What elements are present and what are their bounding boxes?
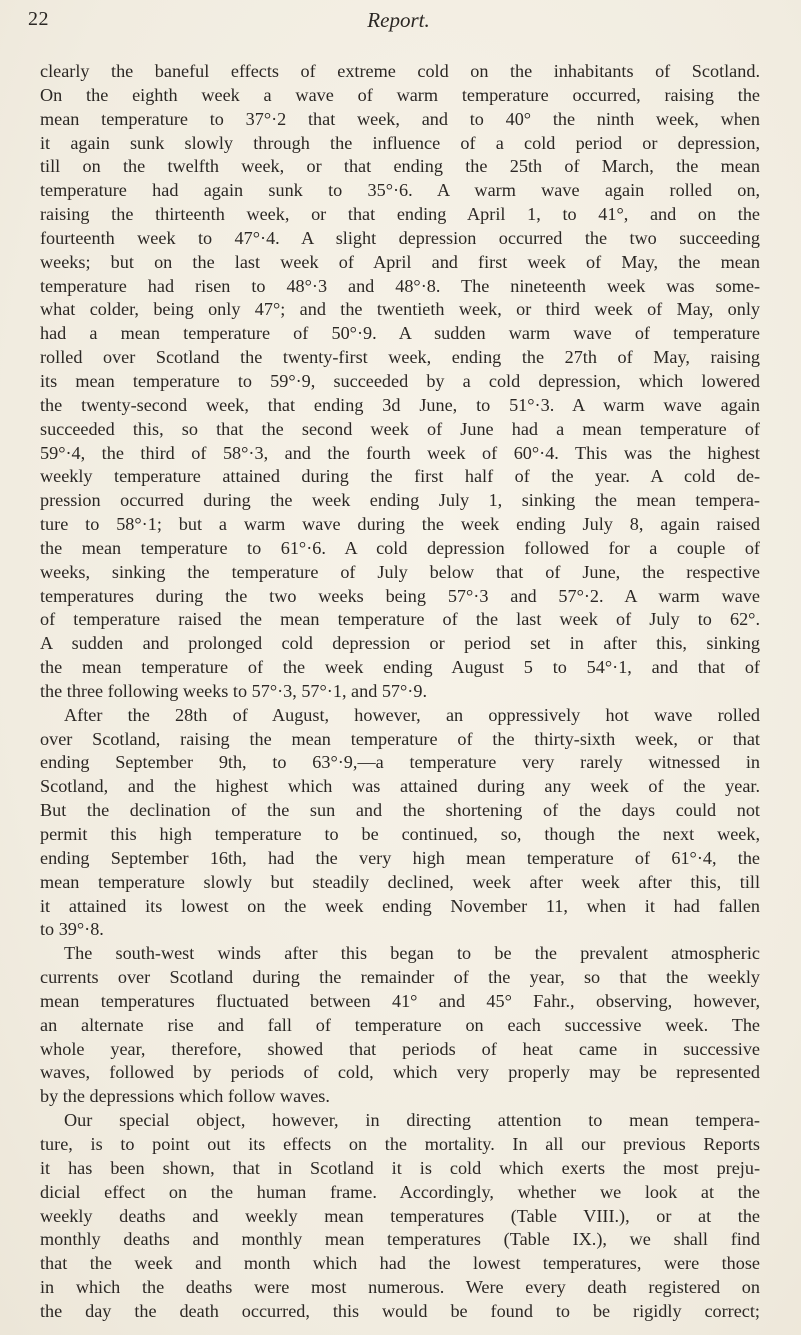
text-line: But the declination of the sun and the shortening of the days could not bbox=[40, 800, 760, 821]
text-line: weekly temperature attained during the first half of the year. A cold de- bbox=[40, 466, 760, 487]
body-text bbox=[40, 60, 760, 1324]
text-line: clearly the baneful effects of extreme cold on the inhabitants of Scotland. bbox=[40, 61, 760, 81]
text-line: whole year, therefore, showed that periods of heat came in successive bbox=[40, 1038, 760, 1059]
text-line: mean temperature to 37°·2 that week, and to 40° the ninth week, when bbox=[40, 108, 760, 129]
text-line: an alternate rise and fall of temperature on each successive week. The bbox=[40, 1014, 760, 1035]
text-line: the day the death occurred, this would be found to be rigidly correct; bbox=[40, 1300, 760, 1321]
text-line: weeks, sinking the temperature of July below that of June, the respective bbox=[40, 561, 760, 582]
text-line: temperature had risen to 48°·3 and 48°·8. The nineteenth week was some- bbox=[40, 275, 760, 296]
text-line: by the depressions which follow waves. bbox=[40, 1086, 330, 1107]
text-line: After the 28th of August, however, an oppressively hot wave rolled bbox=[64, 704, 760, 725]
text-line: waves, followed by periods of cold, which very properly may be represented bbox=[40, 1062, 760, 1083]
text-line: ending September 16th, had the very high mean temperature of 61°·4, the bbox=[40, 847, 760, 868]
text-line: its mean temperature to 59°·9, succeeded by a cold depression, which lowered bbox=[40, 370, 760, 391]
text-line: had a mean temperature of 50°·9. A sudden warm wave of temperature bbox=[40, 323, 760, 344]
text-line: it again sunk slowly through the influence of a cold period or depression, bbox=[40, 132, 760, 153]
text-line: mean temperatures fluctuated between 41° and 45° Fahr., observing, however, bbox=[40, 990, 760, 1011]
text-line: the three following weeks to 57°·3, 57°·1, and 57°·9. bbox=[40, 680, 427, 701]
text-line: in which the deaths were most numerous. Were every death registered on bbox=[40, 1277, 760, 1298]
text-line: till on the twelfth week, or that ending the 25th of March, the mean bbox=[40, 156, 760, 177]
text-line: it has been shown, that in Scotland it is cold which exerts the most preju- bbox=[40, 1157, 760, 1178]
text-line: temperatures during the two weeks being 57°·3 and 57°·2. A warm wave bbox=[40, 585, 760, 606]
text-line: weeks; but on the last week of April and first week of May, the mean bbox=[40, 251, 760, 272]
text-line: 59°·4, the third of 58°·3, and the fourth week of 60°·4. This was the highest bbox=[40, 442, 760, 463]
text-line: A sudden and prolonged cold depression or period set in after this, sinking bbox=[40, 633, 760, 654]
text-line: On the eighth week a wave of warm temperature occurred, raising the bbox=[40, 84, 760, 105]
text-line: The south-west winds after this began to be the prevalent atmospheric bbox=[64, 943, 760, 964]
text-line: the twenty-second week, that ending 3d June, to 51°·3. A warm wave again bbox=[40, 394, 760, 415]
text-line: ture to 58°·1; but a warm wave during the week ending July 8, again raised bbox=[40, 514, 760, 535]
text-line: to 39°·8. bbox=[40, 919, 104, 940]
text-line: succeeded this, so that the second week of June had a mean temperature of bbox=[40, 418, 760, 439]
text-line: weekly deaths and weekly mean temperatures (Table VIII.), or at the bbox=[40, 1205, 760, 1226]
text-line: the mean temperature to 61°·6. A cold depression followed for a couple of bbox=[40, 537, 760, 558]
text-line: pression occurred during the week ending July 1, sinking the mean tempera- bbox=[40, 490, 760, 511]
text-line: ending September 9th, to 63°·9,—a temperature very rarely witnessed in bbox=[40, 752, 760, 773]
running-head bbox=[28, 8, 769, 36]
text-line: raising the thirteenth week, or that ending April 1, to 41°, and on the bbox=[40, 204, 760, 225]
text-line: monthly deaths and monthly mean temperatures (Table IX.), we shall find bbox=[40, 1229, 760, 1250]
text-line: Our special object, however, in directing attention to mean tempera- bbox=[64, 1110, 760, 1131]
text-line: over Scotland, raising the mean temperature of the thirty-sixth week, or that bbox=[40, 728, 760, 749]
page-number: 22 bbox=[28, 8, 49, 30]
text-line: the mean temperature of the week ending August 5 to 54°·1, and that of bbox=[40, 657, 760, 678]
text-line: Scotland, and the highest which was attained during any week of the year. bbox=[40, 776, 760, 797]
text-line: that the week and month which had the lowest temperatures, were those bbox=[40, 1253, 760, 1274]
text-line: rolled over Scotland the twenty-first week, ending the 27th of May, raising bbox=[40, 347, 760, 368]
text-line: fourteenth week to 47°·4. A slight depression occurred the two succeeding bbox=[40, 227, 760, 248]
text-line: currents over Scotland during the remainder of the year, so that the weekly bbox=[40, 967, 760, 988]
text-line: what colder, being only 47°; and the twentieth week, or third week of May, only bbox=[40, 299, 760, 320]
text-line: mean temperature slowly but steadily declined, week after week after this, till bbox=[40, 871, 760, 892]
text-line: it attained its lowest on the week ending November 11, when it had fallen bbox=[40, 895, 760, 916]
text-line: of temperature raised the mean temperature of the last week of July to 62°. bbox=[40, 609, 760, 630]
text-line: dicial effect on the human frame. Accordingly, whether we look at the bbox=[40, 1181, 760, 1202]
text-line: temperature had again sunk to 35°·6. A warm wave again rolled on, bbox=[40, 180, 760, 201]
text-line: permit this high temperature to be continued, so, though the next week, bbox=[40, 824, 760, 844]
text-line: ture, is to point out its effects on the mortality. In all our previous Reports bbox=[40, 1133, 760, 1154]
running-title: Report. bbox=[367, 8, 430, 32]
